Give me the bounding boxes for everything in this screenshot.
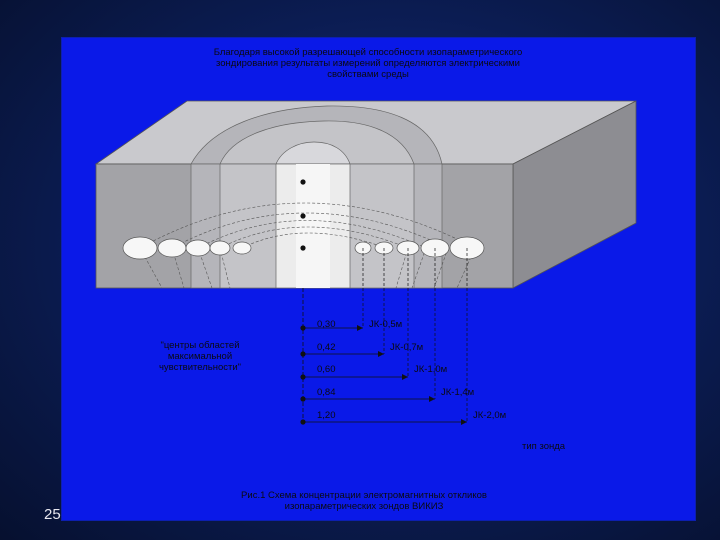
borehole-diagram (62, 38, 695, 520)
probe-marker (300, 179, 305, 184)
heading-line-1: Благодаря высокой разрешающей способности изопараметрического (213, 47, 523, 58)
sensitivity-circle (158, 239, 186, 257)
annotation-line-1: "центры областей (160, 340, 240, 351)
probe-label: ЈК-1,4м (441, 387, 475, 398)
sensitivity-circle (210, 241, 230, 255)
caption-line-2: изопараметрических зондов ВИКИЗ (284, 501, 444, 512)
annotation-line-3: чувствительности" (158, 362, 242, 373)
probe-arrow (357, 325, 363, 331)
depth-value: 0,84 (317, 387, 336, 398)
probe-label: ЈК-1,0м (414, 364, 448, 375)
probe-label: ЈК-0,5м (369, 319, 403, 330)
probe-label: ЈК-0,7м (390, 342, 424, 353)
depth-value: 0,42 (317, 342, 336, 353)
heading-line-3: свойствами среды (327, 69, 409, 80)
sensitivity-circle (186, 240, 210, 256)
heading-line-2: зондирования результаты измерений определяются электрическими (216, 58, 520, 69)
sensitivity-circle (123, 237, 157, 259)
probe-arrow (378, 351, 384, 357)
probe-arrow (461, 419, 467, 425)
probe-label: ЈК-2,0м (473, 410, 507, 421)
depth-value: 0,60 (317, 364, 336, 375)
annotation-line-2: максимальной (167, 351, 233, 362)
figure-panel (61, 37, 696, 521)
sensitivity-circle (233, 242, 251, 254)
depth-value: 1,20 (317, 410, 336, 421)
probe-marker (300, 245, 305, 250)
probe-type-label: тип зонда (522, 441, 566, 452)
caption-line-1: Рис.1 Схема концентрации электромагнитных откликов (241, 490, 487, 501)
slide-number: 25 (44, 506, 61, 523)
probe-arrow (429, 396, 435, 402)
probe-arrow (402, 374, 408, 380)
probe-marker (300, 213, 305, 218)
depth-value: 0,30 (317, 319, 336, 330)
